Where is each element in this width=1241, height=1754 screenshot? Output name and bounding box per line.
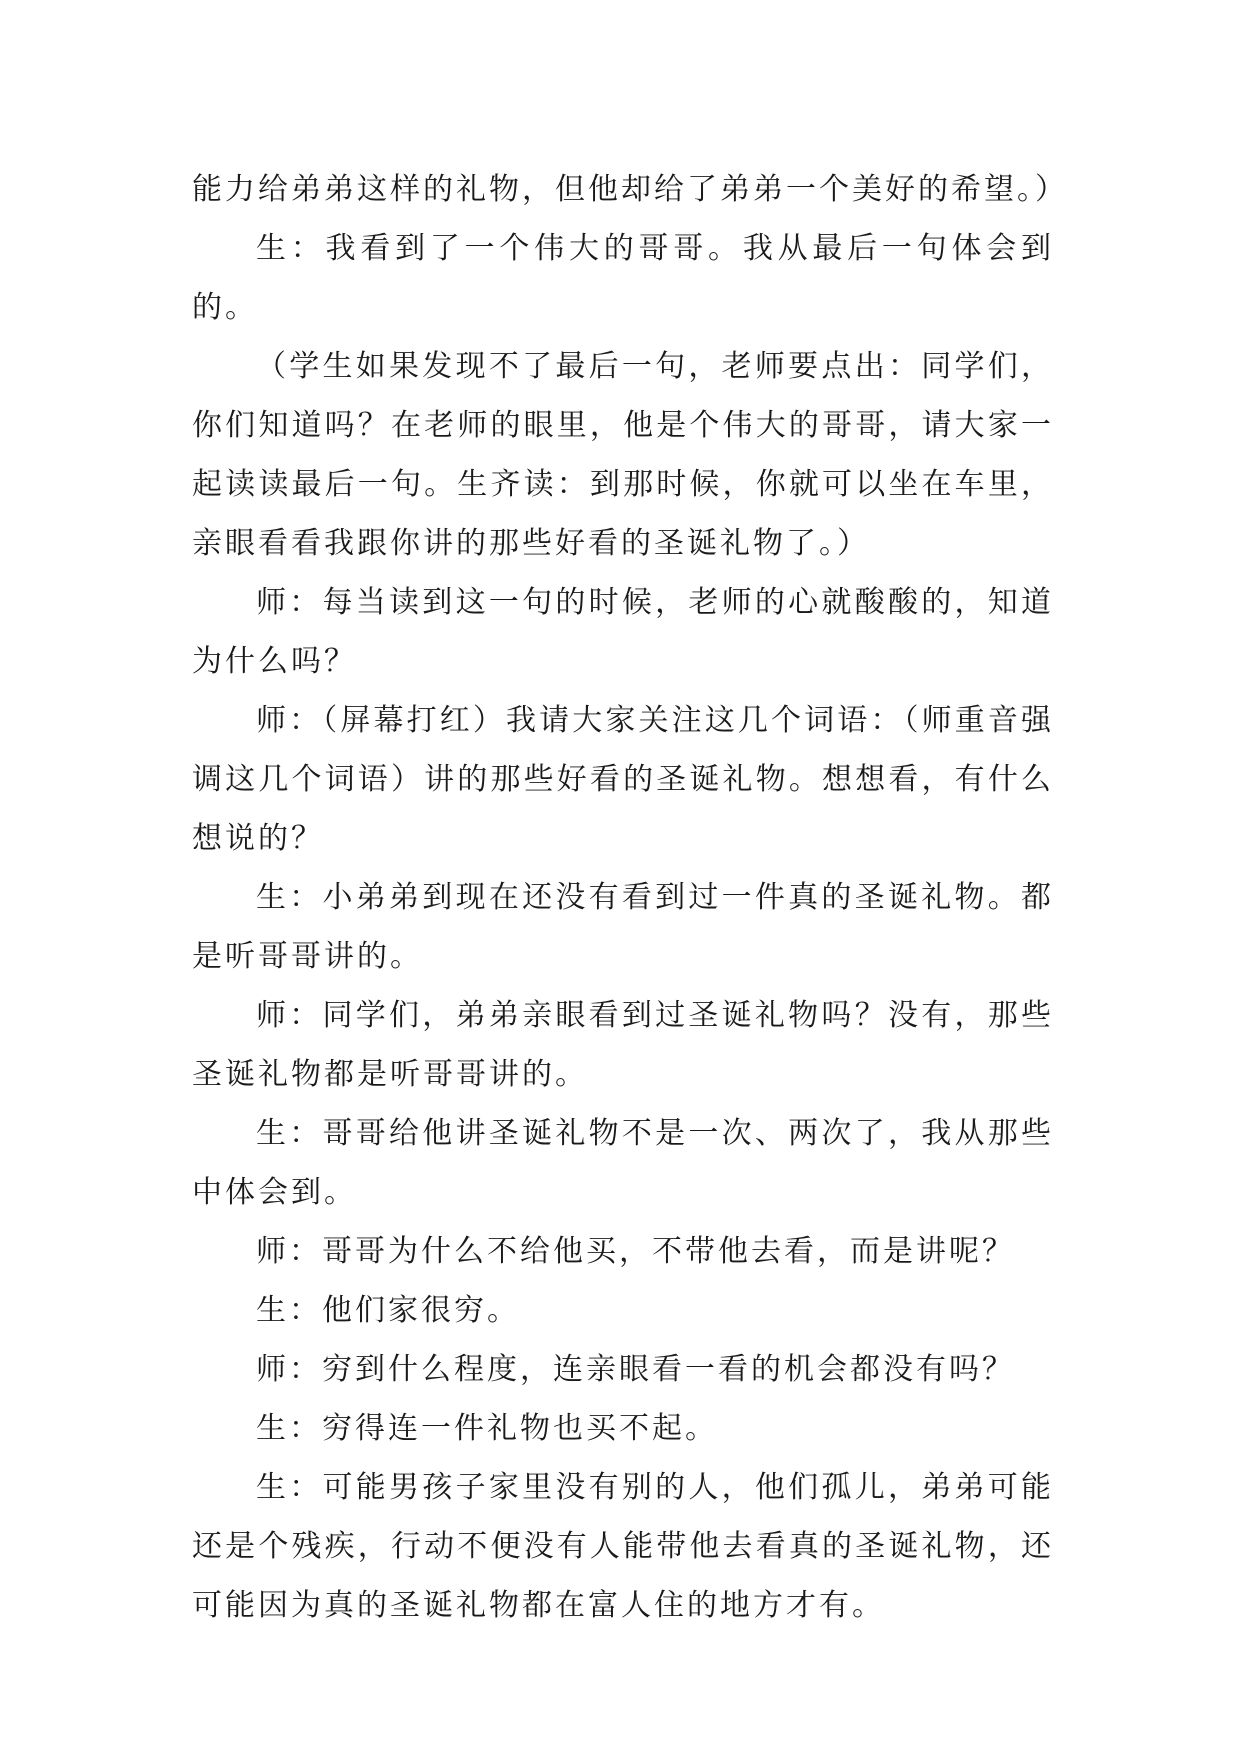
paragraph-5: 师：（屏幕打红）我请大家关注这几个词语：（师重音强调这几个词语）讲的那些好看的圣诞礼物。想想看，有什么想说的？	[192, 703, 1054, 856]
paragraph-2: 生：我看到了一个伟大的哥哥。我从最后一句体会到的。	[192, 231, 1054, 325]
document-page	[192, 160, 1068, 1635]
paragraph-3: （学生如果发现不了最后一句，老师要点出：同学们，你们知道吗？在老师的眼里，他是个伟大的哥哥，请大家一起读读最后一句。生齐读：到那时候，你就可以坐在车里，亲眼看看我跟你讲的那些好看的圣诞礼物了。）	[192, 349, 1054, 561]
paragraph-12: 生：穷得连一件礼物也买不起。	[256, 1411, 718, 1446]
paragraph-13: 生：可能男孩子家里没有别的人，他们孤儿，弟弟可能还是个残疾，行动不便没有人能带他去看真的圣诞礼物，还可能因为真的圣诞礼物都在富人住的地方才有。	[192, 1470, 1054, 1623]
paragraph-9: 师：哥哥为什么不给他买，不带他去看，而是讲呢？	[256, 1234, 1015, 1269]
paragraph-11: 师：穷到什么程度，连亲眼看一看的机会都没有吗？	[256, 1352, 1015, 1387]
paragraph-4: 师：每当读到这一句的时候，老师的心就酸酸的，知道为什么吗？	[192, 585, 1054, 679]
paragraph-1: 能力给弟弟这样的礼物，但他却给了弟弟一个美好的希望。）	[192, 172, 1068, 207]
paragraph-6: 生：小弟弟到现在还没有看到过一件真的圣诞礼物。都是听哥哥讲的。	[192, 880, 1054, 974]
paragraph-7: 师：同学们，弟弟亲眼看到过圣诞礼物吗？没有，那些圣诞礼物都是听哥哥讲的。	[192, 998, 1054, 1092]
paragraph-10: 生：他们家很穷。	[256, 1293, 520, 1328]
paragraph-8: 生：哥哥给他讲圣诞礼物不是一次、两次了，我从那些中体会到。	[192, 1116, 1054, 1210]
